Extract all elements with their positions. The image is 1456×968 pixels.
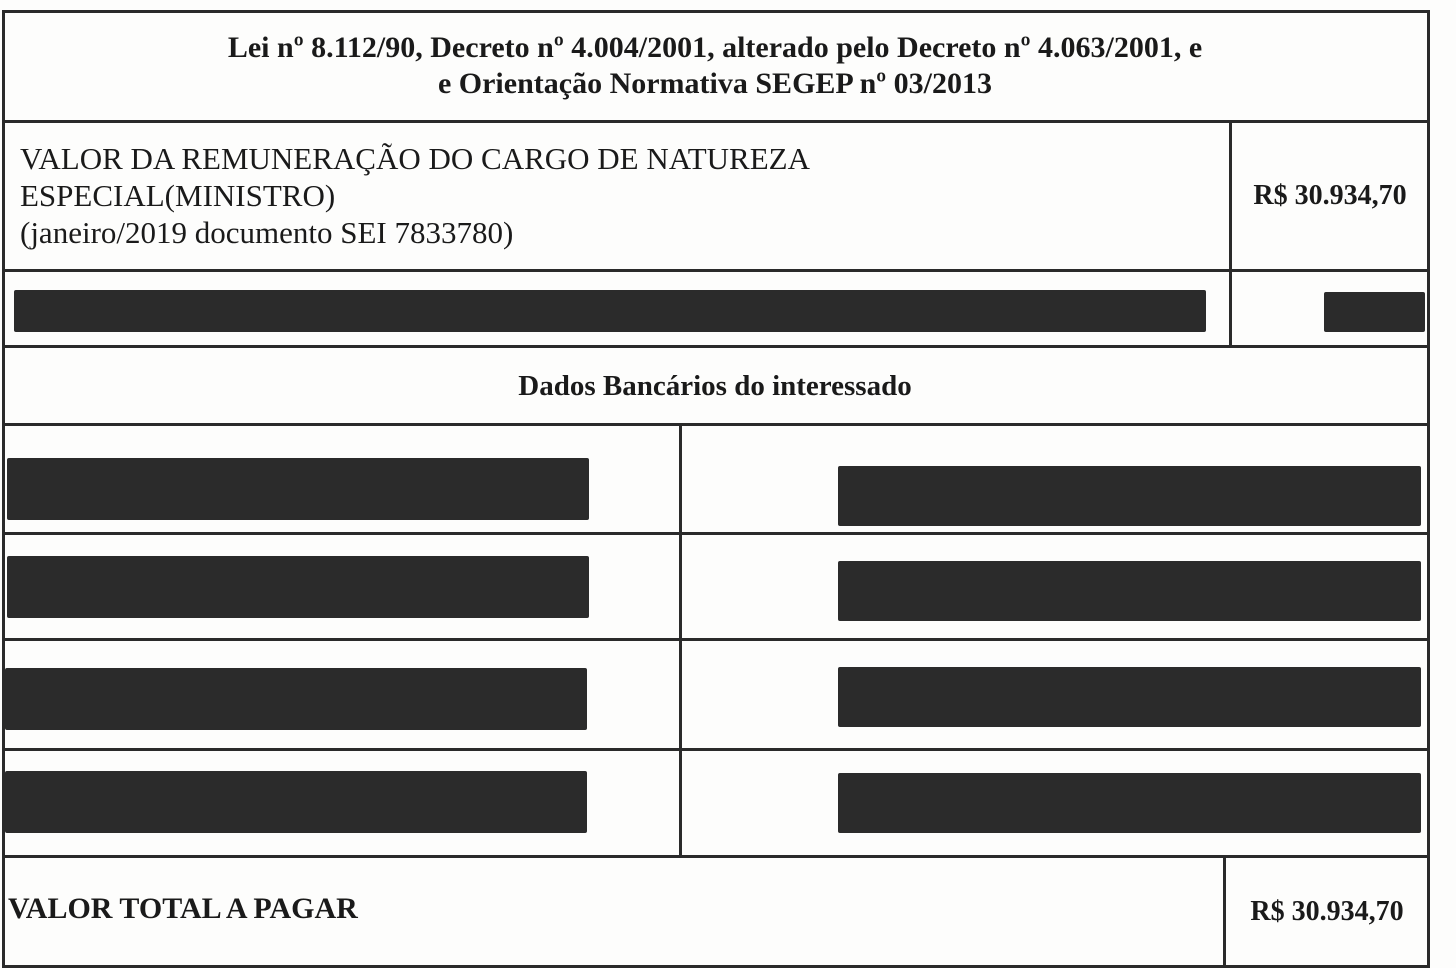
redaction-bar [5,668,587,730]
remuneration-label-line-2: ESPECIAL(MINISTRO) [20,178,336,213]
divider [2,345,1430,348]
header-line-1: Lei nº 8.112/90, Decreto nº 4.004/2001, alterado pelo Decreto nº 4.063/2001, e [227,31,1203,64]
redaction-bar [14,290,1206,332]
redaction-bar [5,771,587,833]
total-label: VALOR TOTAL A PAGAR [8,892,358,925]
redaction-bar [7,458,589,520]
divider [679,425,682,857]
remuneration-label-line-1: VALOR DA REMUNERAÇÃO DO CARGO DE NATUREZA [20,141,810,176]
redaction-bar [838,561,1421,621]
remuneration-value: R$ 30.934,70 [1253,180,1407,211]
divider [2,855,1430,858]
redaction-bar [838,667,1421,727]
divider [2,423,1430,426]
remuneration-label-line-3: (janeiro/2019 documento SEI 7833780) [20,215,514,250]
redaction-bar [1324,292,1425,332]
divider [2,748,1430,751]
header-line-2: e Orientação Normativa SEGEP nº 03/2013 [437,67,993,100]
redaction-bar [838,773,1421,833]
bank-section-title: Dados Bancários do interessado [518,370,912,402]
redaction-bar [838,466,1421,526]
divider [2,532,1430,535]
divider [2,120,1430,123]
divider [2,269,1430,272]
divider [2,638,1430,641]
redaction-bar [7,556,589,618]
total-value: R$ 30.934,70 [1250,896,1404,927]
divider [1229,122,1232,348]
